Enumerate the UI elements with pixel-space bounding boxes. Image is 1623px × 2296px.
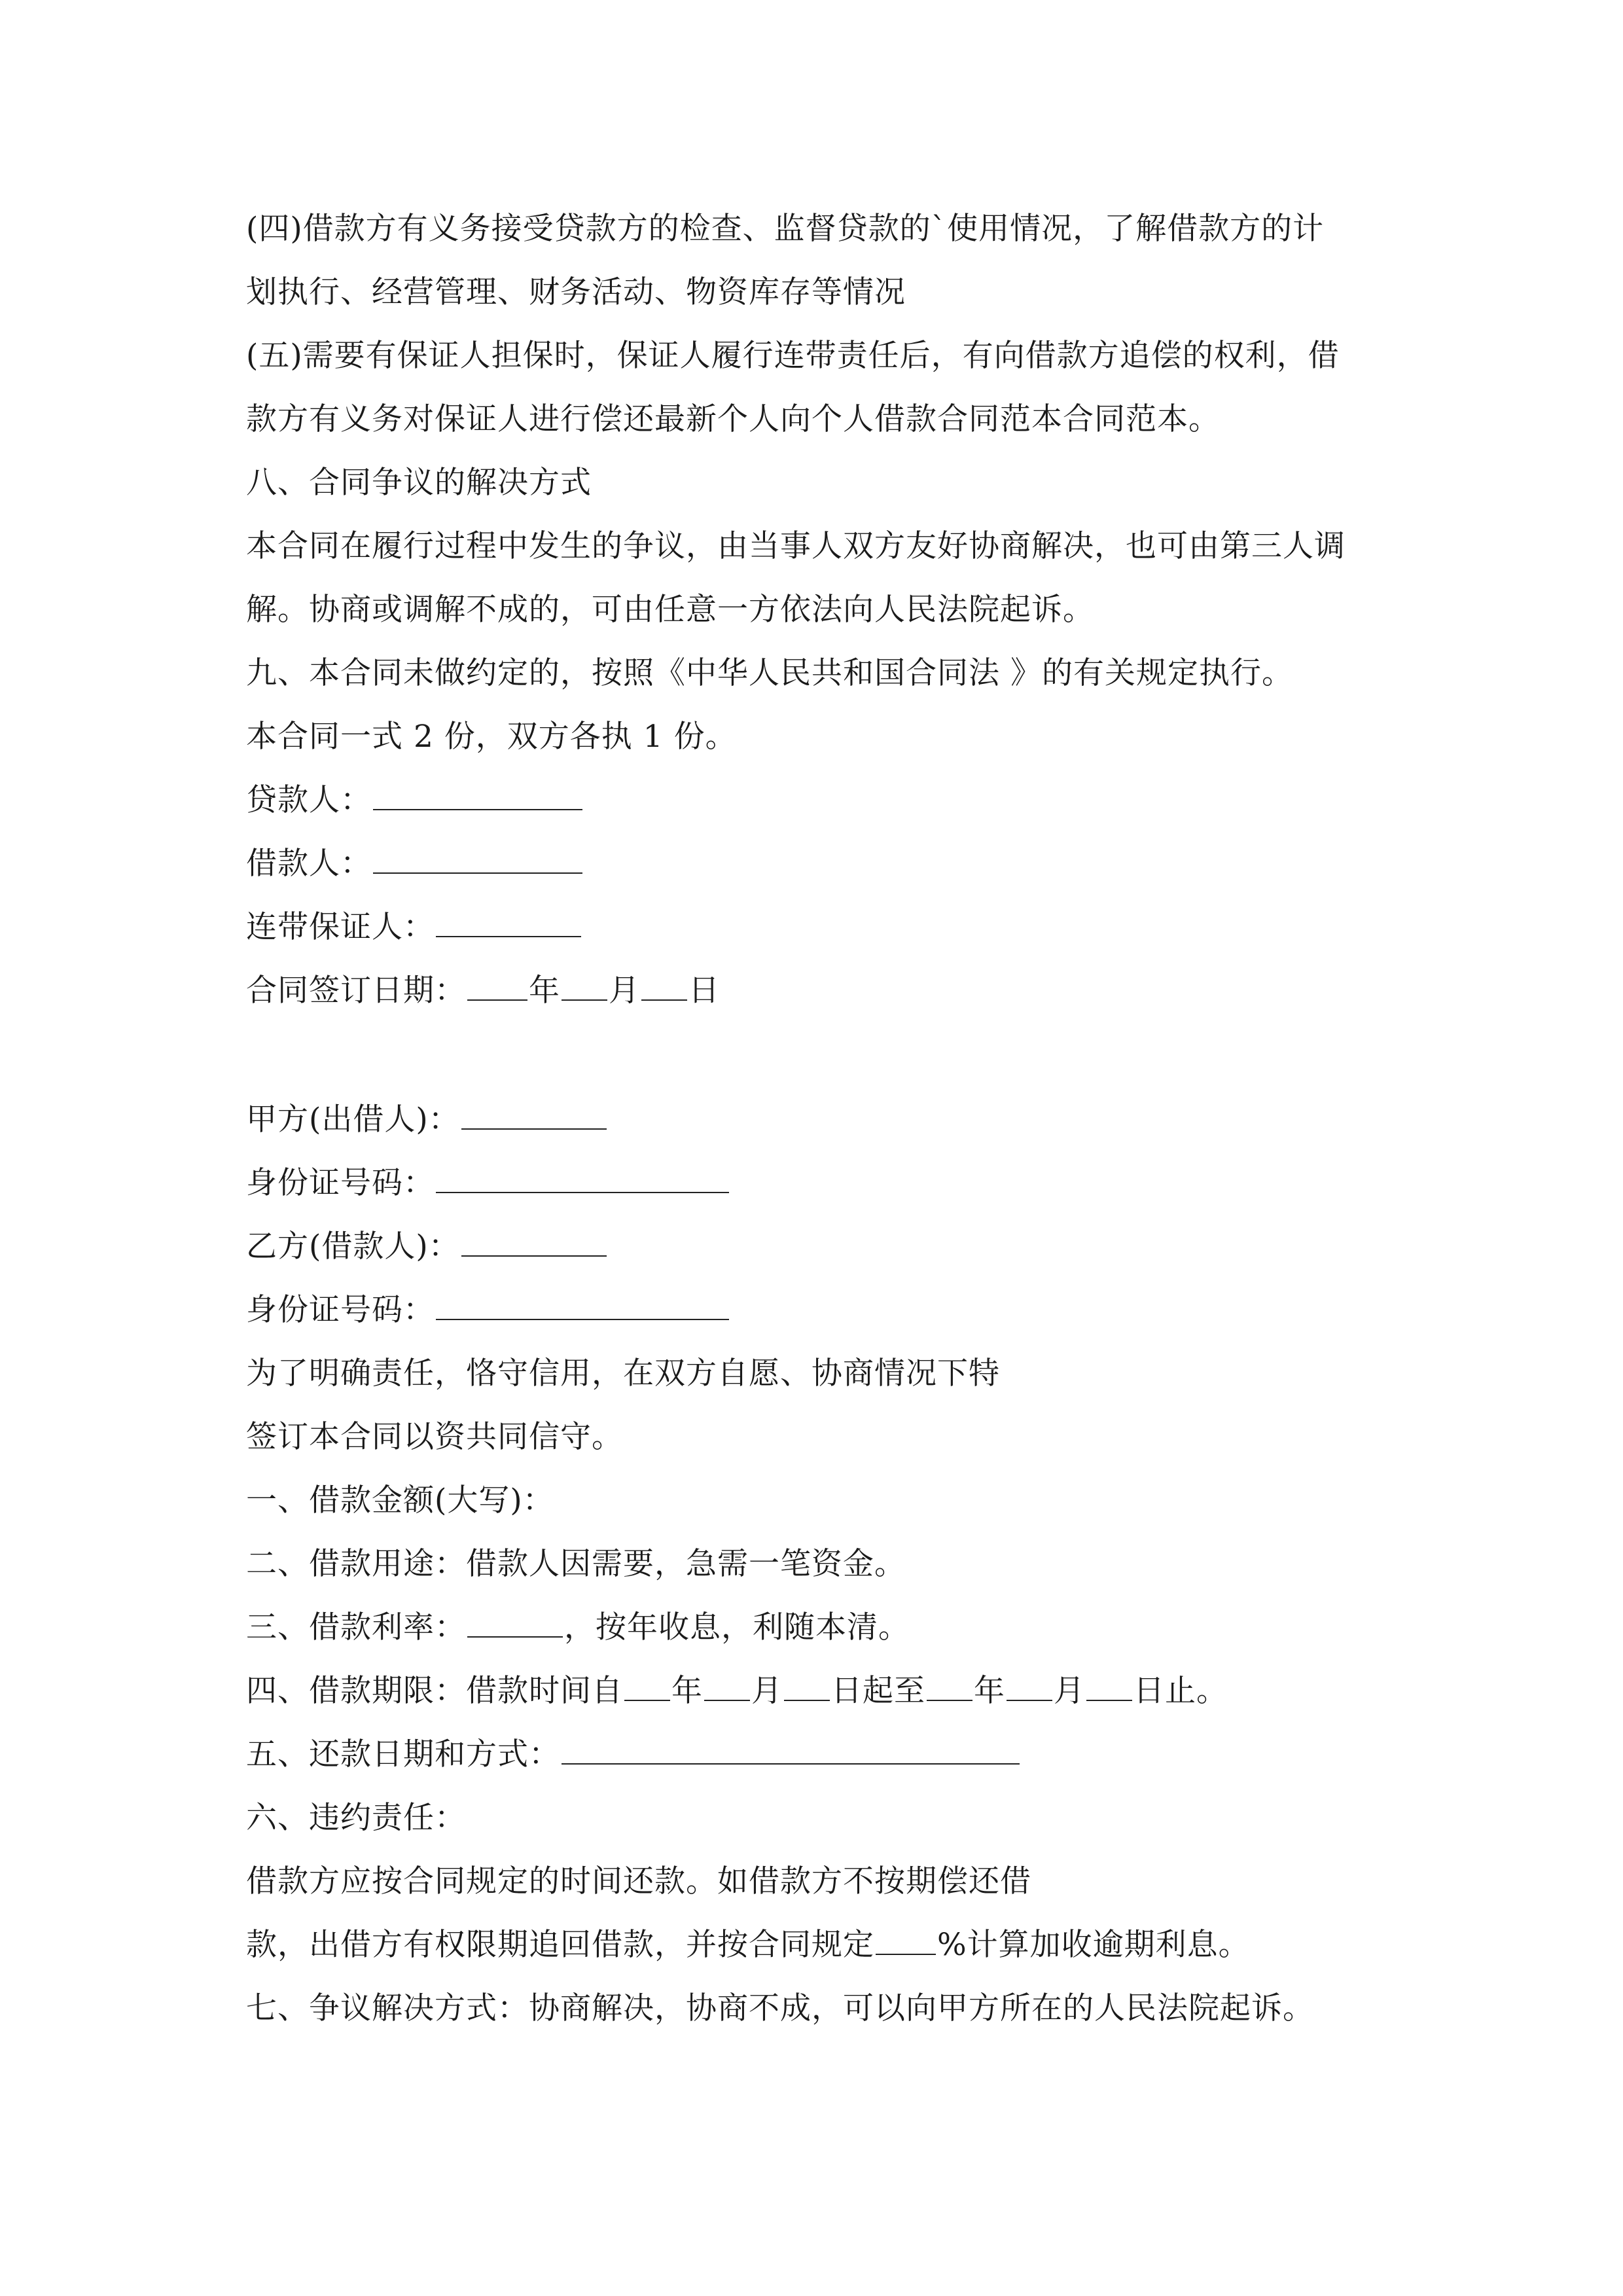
- repay-label: 五、还款日期和方式：: [246, 1736, 560, 1772]
- guarantor-blank[interactable]: [436, 910, 581, 937]
- breach-post: %计算加收逾期利息。: [937, 1927, 1250, 1963]
- guarantor-signature-line: [246, 908, 582, 947]
- text-line: 本合同在履行过程中发生的争议，由当事人双方友好协商解决，也可由第三人调: [246, 528, 1346, 564]
- term-month-blank[interactable]: [704, 1674, 750, 1701]
- intro-line: 签订本合同以资共同信守。: [246, 1419, 623, 1455]
- term-year-blank[interactable]: [624, 1674, 670, 1701]
- id-b-label: 身份证号码：: [246, 1292, 435, 1328]
- text-line: 解。协商或调解不成的，可由任意一方依法向人民法院起诉。: [246, 592, 1094, 628]
- term-month: 月: [751, 1673, 783, 1709]
- term-day2-blank[interactable]: [1086, 1674, 1132, 1701]
- party-a-label: 甲方(出借人)：: [246, 1102, 460, 1138]
- party-a-blank[interactable]: [461, 1102, 607, 1130]
- party-b-line: [246, 1227, 608, 1266]
- repay-clause: [246, 1735, 1021, 1774]
- term-month2: 月: [1054, 1673, 1085, 1709]
- rate-label: 三、借款利率：: [246, 1609, 466, 1645]
- rate-clause: [246, 1608, 910, 1647]
- year-blank[interactable]: [467, 973, 527, 1001]
- borrower-blank[interactable]: [373, 846, 582, 874]
- dispute-clause: 七、争议解决方式：协商解决，协商不成，可以向甲方所在的人民法院起诉。: [246, 1990, 1314, 2026]
- rate-suffix: ，按年收息，利随本清。: [564, 1609, 910, 1645]
- party-b-blank[interactable]: [461, 1229, 607, 1257]
- rate-blank[interactable]: [467, 1610, 563, 1638]
- text-line: (四)借款方有义务接受贷款方的检查、监督贷款的`使用情况，了解借款方的计: [246, 211, 1325, 247]
- lender-blank[interactable]: [373, 783, 582, 810]
- lender-label: 贷款人：: [246, 782, 372, 818]
- amount-clause: 一、借款金额(大写)：: [246, 1482, 554, 1518]
- party-b-label: 乙方(借款人)：: [246, 1229, 460, 1265]
- term-day-blank[interactable]: [784, 1674, 830, 1701]
- breach-heading: 六、违约责任：: [246, 1800, 466, 1836]
- breach-line: 借款方应按合同规定的时间还款。如借款方不按期偿还借: [246, 1863, 1031, 1899]
- sign-date-label: 合同签订日期：: [246, 973, 466, 1009]
- repay-blank[interactable]: [562, 1737, 1020, 1765]
- id-b-blank[interactable]: [436, 1293, 729, 1320]
- term-clause: [246, 1672, 1228, 1711]
- text-line: 划执行、经营管理、财务活动、物资库存等情况: [246, 274, 906, 310]
- borrower-label: 借款人：: [246, 846, 372, 882]
- day-blank[interactable]: [641, 973, 687, 1001]
- sign-date-line: [246, 971, 720, 1011]
- breach-line: [246, 1926, 1250, 1965]
- intro-line: 为了明确责任，恪守信用，在双方自愿、协商情况下特: [246, 1355, 1000, 1391]
- id-a-line: [246, 1164, 730, 1203]
- borrower-signature-line: [246, 844, 584, 884]
- text-line: (五)需要有保证人担保时，保证人履行连带责任后，有向借款方追偿的权利，借: [246, 338, 1340, 374]
- year-text: 年: [529, 973, 560, 1009]
- lender-signature-line: [246, 781, 584, 820]
- guarantor-label: 连带保证人：: [246, 909, 435, 945]
- term-label: 四、借款期限：借款时间自: [246, 1673, 623, 1709]
- party-a-line: [246, 1100, 608, 1139]
- month-text: 月: [609, 973, 640, 1009]
- term-month2-blank[interactable]: [1007, 1674, 1052, 1701]
- id-a-label: 身份证号码：: [246, 1165, 435, 1201]
- text-line: 款方有义务对保证人进行偿还最新个人向个人借款合同范本合同范本。: [246, 401, 1220, 437]
- breach-pre: 款，出借方有权限期追回借款，并按合同规定: [246, 1927, 874, 1963]
- purpose-clause: 二、借款用途：借款人因需要，急需一笔资金。: [246, 1546, 906, 1582]
- text-line: 九、本合同未做约定的，按照《中华人民共和国合同法 》的有关规定执行。: [246, 655, 1293, 691]
- id-a-blank[interactable]: [436, 1166, 729, 1193]
- term-year2-blank[interactable]: [927, 1674, 972, 1701]
- month-blank[interactable]: [562, 973, 607, 1001]
- section-heading: 八、合同争议的解决方式: [246, 465, 592, 501]
- text-line: 本合同一式 2 份，双方各执 1 份。: [246, 719, 737, 755]
- term-year: 年: [671, 1673, 703, 1709]
- penalty-rate-blank[interactable]: [876, 1928, 936, 1955]
- term-year2: 年: [974, 1673, 1005, 1709]
- id-b-line: [246, 1291, 730, 1330]
- day-text: 日: [688, 973, 720, 1009]
- term-from: 日起至: [831, 1673, 925, 1709]
- term-to: 日止。: [1133, 1673, 1228, 1709]
